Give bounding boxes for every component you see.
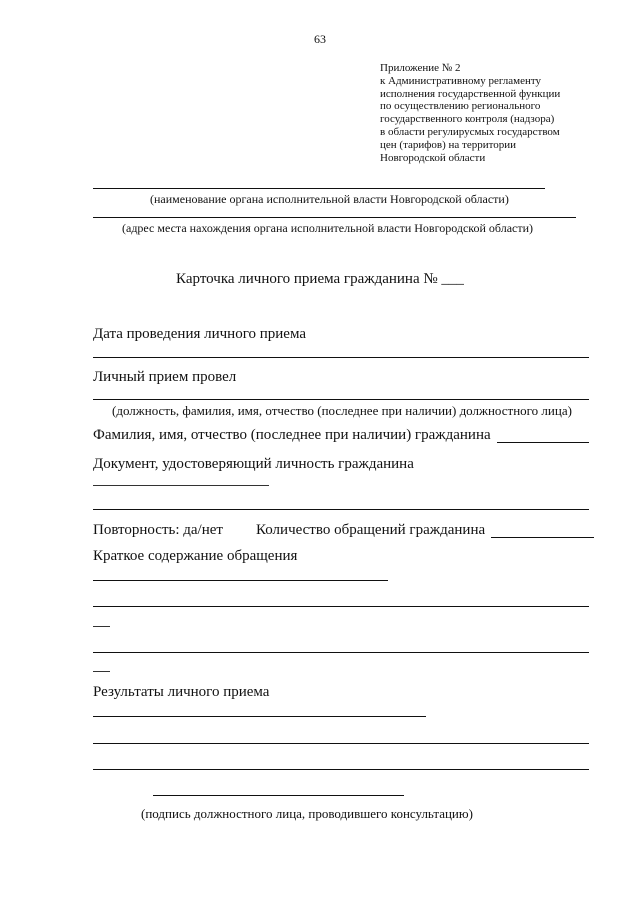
date-label: Дата проведения личного приема	[93, 326, 306, 342]
summary-label: Краткое содержание обращения	[93, 548, 298, 564]
conducted-field-line[interactable]	[93, 399, 589, 400]
appendix-line: к Административному регламенту	[380, 74, 542, 87]
authority-address-caption: (адрес места нахождения органа исполнительной власти Новгородской области)	[122, 221, 534, 235]
appendix-header	[380, 62, 630, 164]
document-field-line-2[interactable]	[93, 509, 589, 510]
appendix-line: в области регулирусмых государством	[380, 125, 560, 138]
appendix-line: по осуществлению регионального	[380, 100, 541, 113]
appeals-count-label: Количество обращений гражданина	[256, 522, 486, 538]
authority-name-line	[93, 188, 545, 189]
summary-field-line-1[interactable]	[93, 580, 388, 581]
summary-field-line-3[interactable]	[93, 652, 589, 653]
authority-name-caption: (наименование органа исполнительной власти Новгородской области)	[150, 192, 509, 206]
repeat-label: Повторность: да/нет	[93, 522, 223, 538]
results-label: Результаты личного приема	[93, 684, 270, 700]
date-field-line[interactable]	[93, 357, 589, 358]
official-caption: (должность, фамилия, имя, отчество (последнее при наличии) должностного лица)	[112, 403, 572, 418]
signature-line[interactable]	[153, 795, 404, 796]
summary-field-dash-2	[93, 671, 110, 672]
appendix-line: государственного контроля (надзора)	[380, 113, 555, 126]
document-field-line[interactable]	[93, 485, 269, 486]
appendix-line: Новгородской области	[380, 151, 486, 164]
page-number: 63	[314, 32, 326, 46]
citizen-name-label: Фамилия, имя, отчество (последнее при наличии) гражданина	[93, 427, 491, 443]
results-field-line-1[interactable]	[93, 716, 426, 717]
appeals-count-field-line[interactable]	[491, 537, 594, 538]
appendix-line: Приложение № 2	[380, 62, 461, 74]
summary-field-line-2[interactable]	[93, 606, 589, 607]
summary-field-dash-1	[93, 626, 110, 627]
appendix-line: цен (тарифов) на территории	[380, 138, 517, 151]
authority-address-line	[93, 217, 576, 218]
results-field-line-2[interactable]	[93, 743, 589, 744]
document-label: Документ, удостоверяющий личность гражданина	[93, 456, 414, 472]
form-title: Карточка личного приема гражданина № ___	[176, 271, 464, 287]
citizen-name-field-line[interactable]	[497, 442, 589, 443]
results-field-line-3[interactable]	[93, 769, 589, 770]
appendix-line: исполнения государственной функции	[380, 87, 561, 100]
conducted-label: Личный прием провел	[93, 369, 237, 385]
signature-caption: (подпись должностного лица, проводившего консультацию)	[141, 806, 473, 821]
